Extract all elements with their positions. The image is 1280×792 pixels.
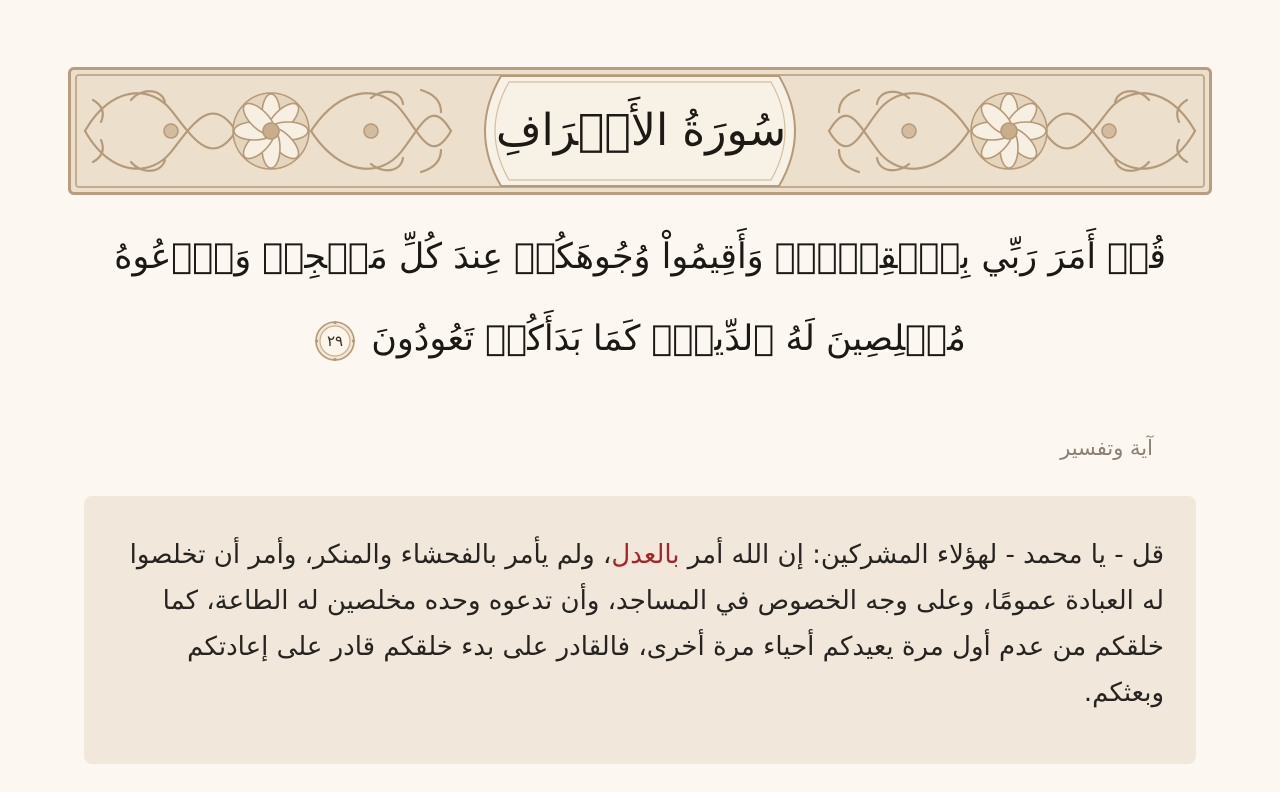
- tafsir-highlight-word[interactable]: بالعدل: [611, 540, 680, 570]
- ayah-number: ٢٩: [327, 331, 344, 350]
- tafsir-card: [84, 496, 1196, 764]
- tafsir-text: [116, 532, 1164, 716]
- ayah-number-marker: [314, 320, 356, 362]
- section-label: آية وتفسير: [1060, 436, 1153, 460]
- surah-title: سُورَةُ الأَعۡرَافِ: [495, 105, 787, 156]
- tafsir-text-before: قل - يا محمد - لهؤلاء المشركين: إن الله أمر: [679, 540, 1164, 570]
- verse-text: قُلۡ أَمَرَ رَبِّي بِٱلۡقِسۡطِۖ وَأَقِيمُواْ وُجُوهَكُمۡ عِندَ كُلِّ مَسۡجِدٖ وَٱدۡعُوهُ مُخۡلِصِينَ لَهُ ٱلدِّينَۚ كَمَا بَدَأَكُمۡ تَعُودُونَ: [114, 237, 1166, 359]
- surah-header-banner: [68, 67, 1212, 195]
- quran-verse: [96, 216, 1184, 380]
- tafsir-text-after: ، ولم يأمر بالفحشاء والمنكر، وأمر أن تخلصوا له العبادة عمومًا، وعلى وجه الخصوص في المساجد، وأن تدعوه وحده مخلصين له الطاعة، كما خلقكم من عدم أول مرة يعيدكم أحياء مرة أخرى، فالقادر على بدء خلقكم قادر على إعادتكم وبعثكم.: [129, 540, 1164, 708]
